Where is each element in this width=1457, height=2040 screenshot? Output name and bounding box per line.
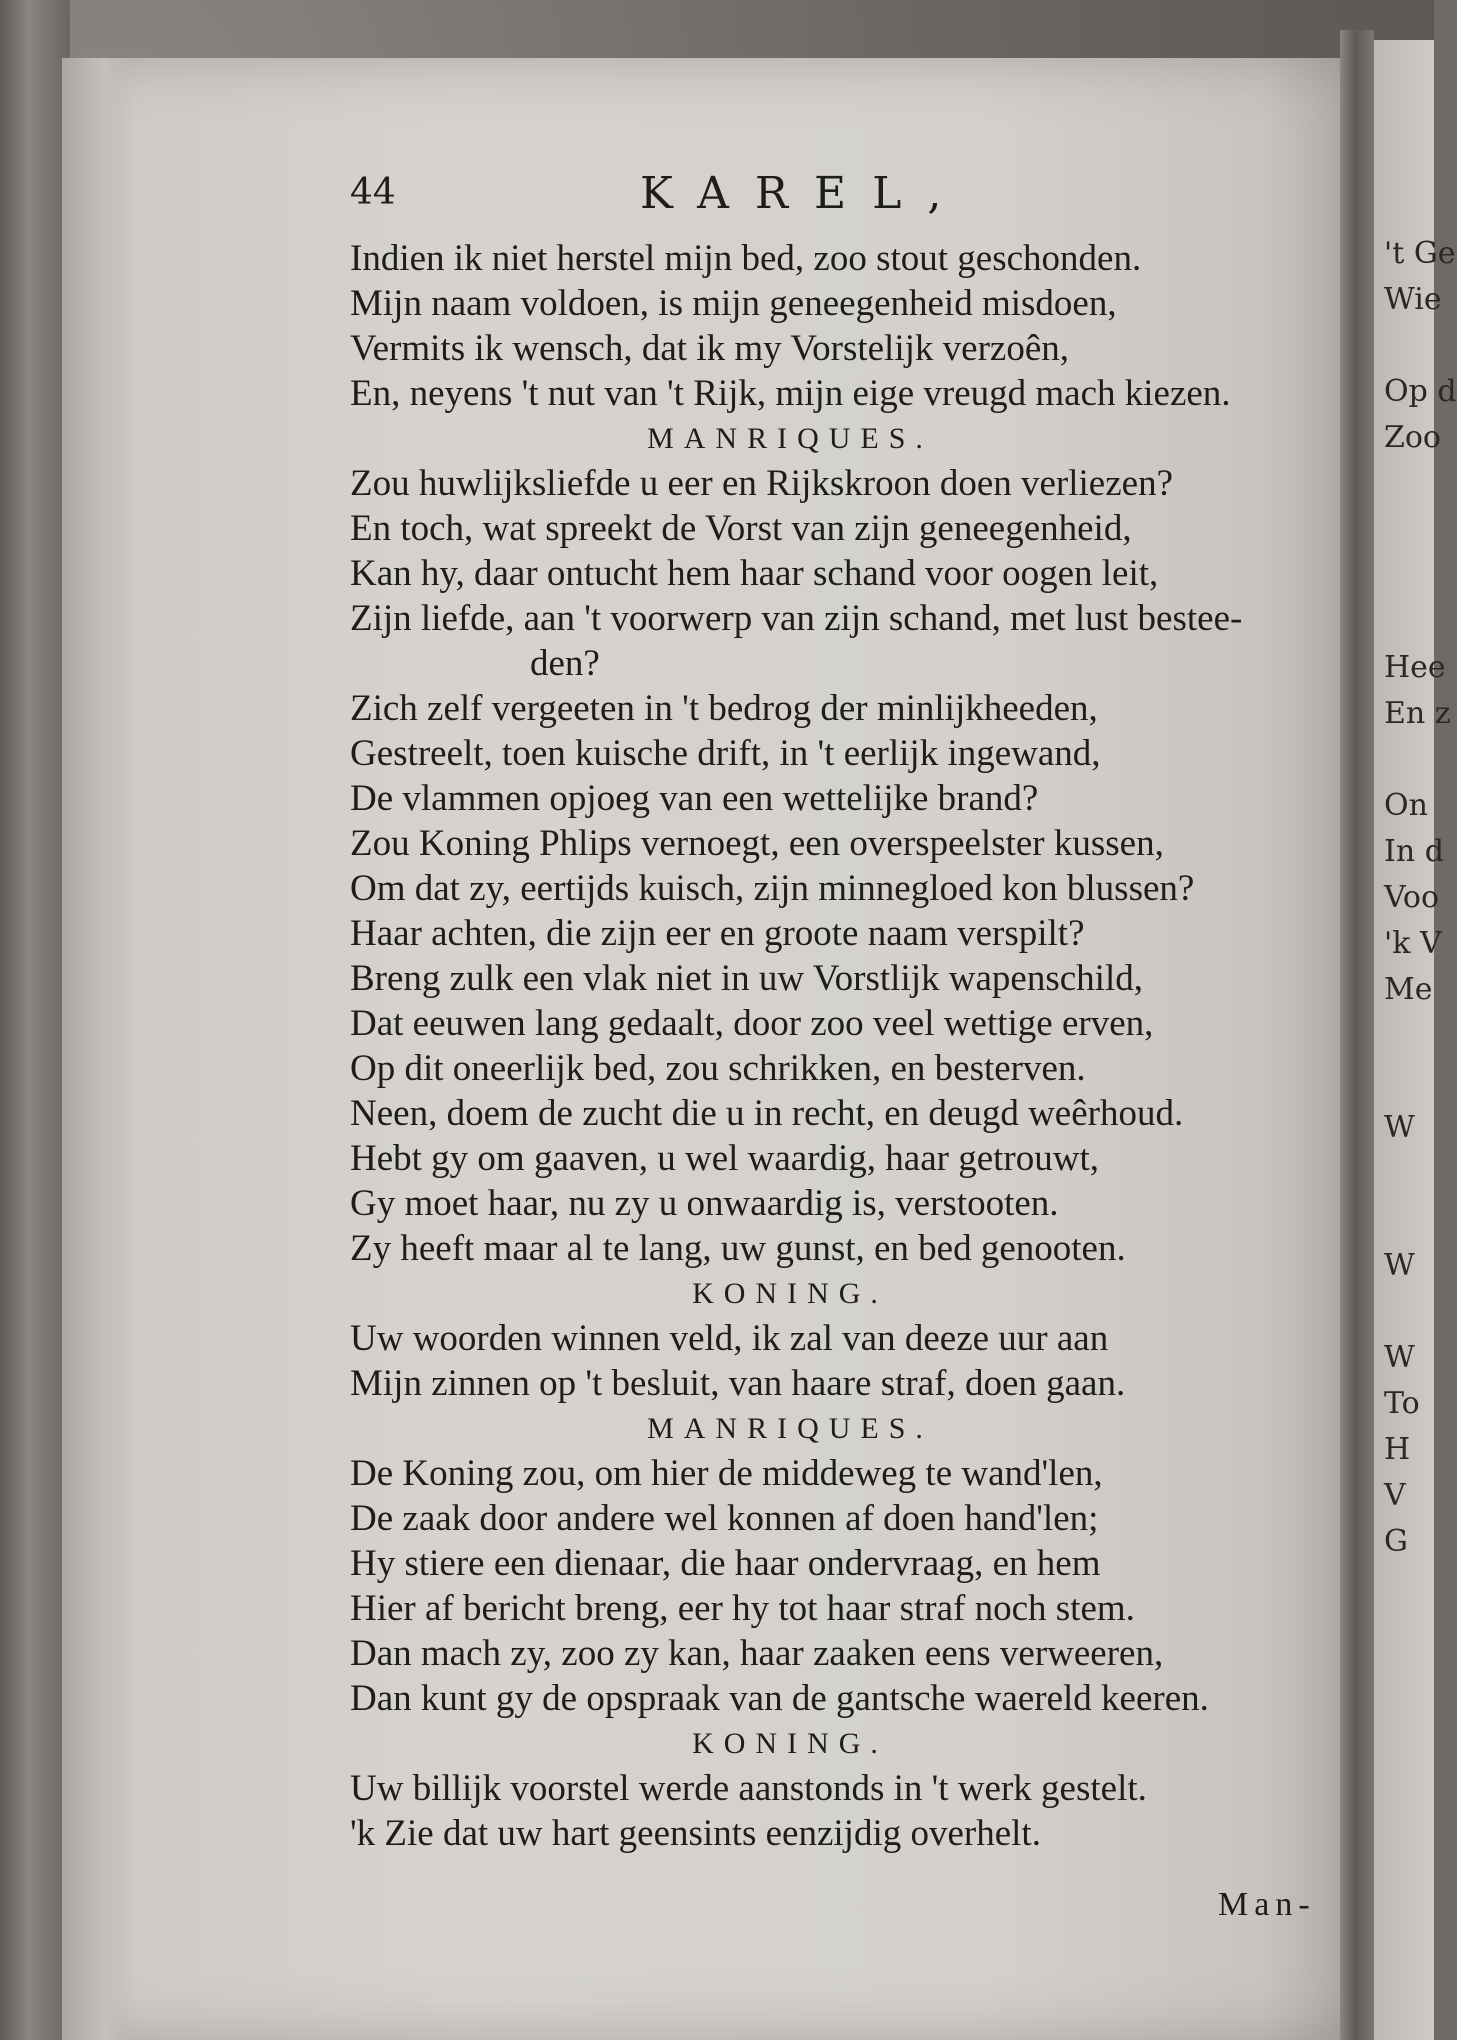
verse-line: Uw billijk voorstel werde aanstonds in 't werk gestelt. [350, 1768, 1147, 1809]
facing-page [1374, 40, 1457, 2040]
verse-line: De vlammen opjoeg van een wettelijke brand? [350, 778, 1039, 819]
verse-line: En toch, wat spreekt de Vorst van zijn geneegenheid, [350, 508, 1132, 549]
facing-page-fragment: Zoo [1384, 420, 1441, 455]
verse-line: Zou Koning Phlips vernoegt, een overspeelster kussen, [350, 823, 1164, 864]
page-header [350, 168, 1210, 232]
speaker-heading: MANRIQUES. [647, 1412, 933, 1445]
facing-page-fragment: 't Ge [1384, 236, 1456, 271]
verse-line: Breng zulk een vlak niet in uw Vorstlijk wapenschild, [350, 958, 1143, 999]
running-title: KAREL, [640, 168, 968, 219]
verse-line: Hier af bericht breng, eer hy tot haar straf noch stem. [350, 1588, 1135, 1629]
facing-page-fragment: Me [1384, 972, 1433, 1007]
verse-line: De Koning zou, om hier de middeweg te wand'len, [350, 1453, 1103, 1494]
facing-page-fragment: H [1384, 1432, 1411, 1467]
facing-page-fragment: W [1384, 1110, 1415, 1145]
verse-line: Kan hy, daar ontucht hem haar schand voor oogen leit, [350, 553, 1159, 594]
verse-line: Gestreelt, toen kuische drift, in 't eerlijk ingewand, [350, 733, 1101, 774]
verse-line: Zy heeft maar al te lang, uw gunst, en bed genooten. [350, 1228, 1126, 1269]
facing-page-fragment: W [1384, 1248, 1415, 1283]
verse-line: Hy stiere een dienaar, die haar ondervraag, en hem [350, 1543, 1101, 1584]
speaker-heading: MANRIQUES. [647, 422, 933, 455]
verse-line: Uw woorden winnen veld, ik zal van deeze uur aan [350, 1318, 1109, 1359]
verse-line: Vermits ik wensch, dat ik my Vorstelijk verzoên, [350, 328, 1069, 369]
catchword: Man- [1218, 1886, 1316, 1923]
facing-page-fragment: In d [1384, 834, 1444, 869]
facing-page-fragment: Wie [1384, 282, 1442, 317]
facing-page-fragment: 'k V [1384, 926, 1442, 961]
verse-line: Zich zelf vergeeten in 't bedrog der minlijkheeden, [350, 688, 1098, 729]
verse-line: Zijn liefde, aan 't voorwerp van zijn schand, met lust bestee- [350, 598, 1243, 639]
speaker-heading: KONING. [692, 1277, 888, 1310]
verse-line: Dan kunt gy de opspraak van de gantsche waereld keeren. [350, 1678, 1209, 1719]
verse-line: Op dit oneerlijk bed, zou schrikken, en besterven. [350, 1048, 1086, 1089]
facing-page-fragment: En z [1384, 696, 1451, 731]
verse-line: Mijn naam voldoen, is mijn geneegenheid misdoen, [350, 283, 1117, 324]
verse-line: Zou huwlijksliefde u eer en Rijkskroon doen verliezen? [350, 463, 1173, 504]
verse-line: Dan mach zy, zoo zy kan, haar zaaken eens verweeren, [350, 1633, 1164, 1674]
facing-page-fragment: Op d [1384, 374, 1457, 409]
verse-line: Dat eeuwen lang gedaalt, door zoo veel wettige erven, [350, 1003, 1154, 1044]
verse-line: En, neyens 't nut van 't Rijk, mijn eige vreugd mach kiezen. [350, 373, 1231, 414]
verse-line: Haar achten, die zijn eer en groote naam verspilt? [350, 913, 1085, 954]
facing-page-fragment: Voo [1384, 880, 1440, 915]
facing-page-fragment: G [1384, 1524, 1408, 1559]
verse-line: Neen, doem de zucht die u in recht, en deugd weêrhoud. [350, 1093, 1184, 1134]
verse-text [350, 236, 1330, 1856]
page-number: 44 [350, 172, 396, 213]
verse-line: 'k Zie dat uw hart geensints eenzijdig overhelt. [350, 1813, 1041, 1854]
verse-line-continuation: den? [530, 643, 600, 684]
book-gutter [1340, 30, 1374, 2040]
verse-line: De zaak door andere wel konnen af doen hand'len; [350, 1498, 1099, 1539]
verse-line: Hebt gy om gaaven, u wel waardig, haar getrouwt, [350, 1138, 1099, 1179]
facing-page-fragment: Hee [1384, 650, 1446, 685]
page-edge [62, 58, 132, 2040]
facing-page-fragment: To [1384, 1386, 1420, 1421]
speaker-heading: KONING. [692, 1727, 888, 1760]
verse-line: Om dat zy, eertijds kuisch, zijn minnegloed kon blussen? [350, 868, 1195, 909]
facing-page-fragment: On [1384, 788, 1428, 823]
verse-line: Mijn zinnen op 't besluit, van haare straf, doen gaan. [350, 1363, 1126, 1404]
cloth-fold [0, 0, 70, 2040]
verse-line: Indien ik niet herstel mijn bed, zoo stout geschonden. [350, 238, 1142, 279]
facing-page-fragment: V [1384, 1478, 1406, 1513]
verse-line: Gy moet haar, nu zy u onwaardig is, verstooten. [350, 1183, 1059, 1224]
facing-page-fragment: W [1384, 1340, 1415, 1375]
